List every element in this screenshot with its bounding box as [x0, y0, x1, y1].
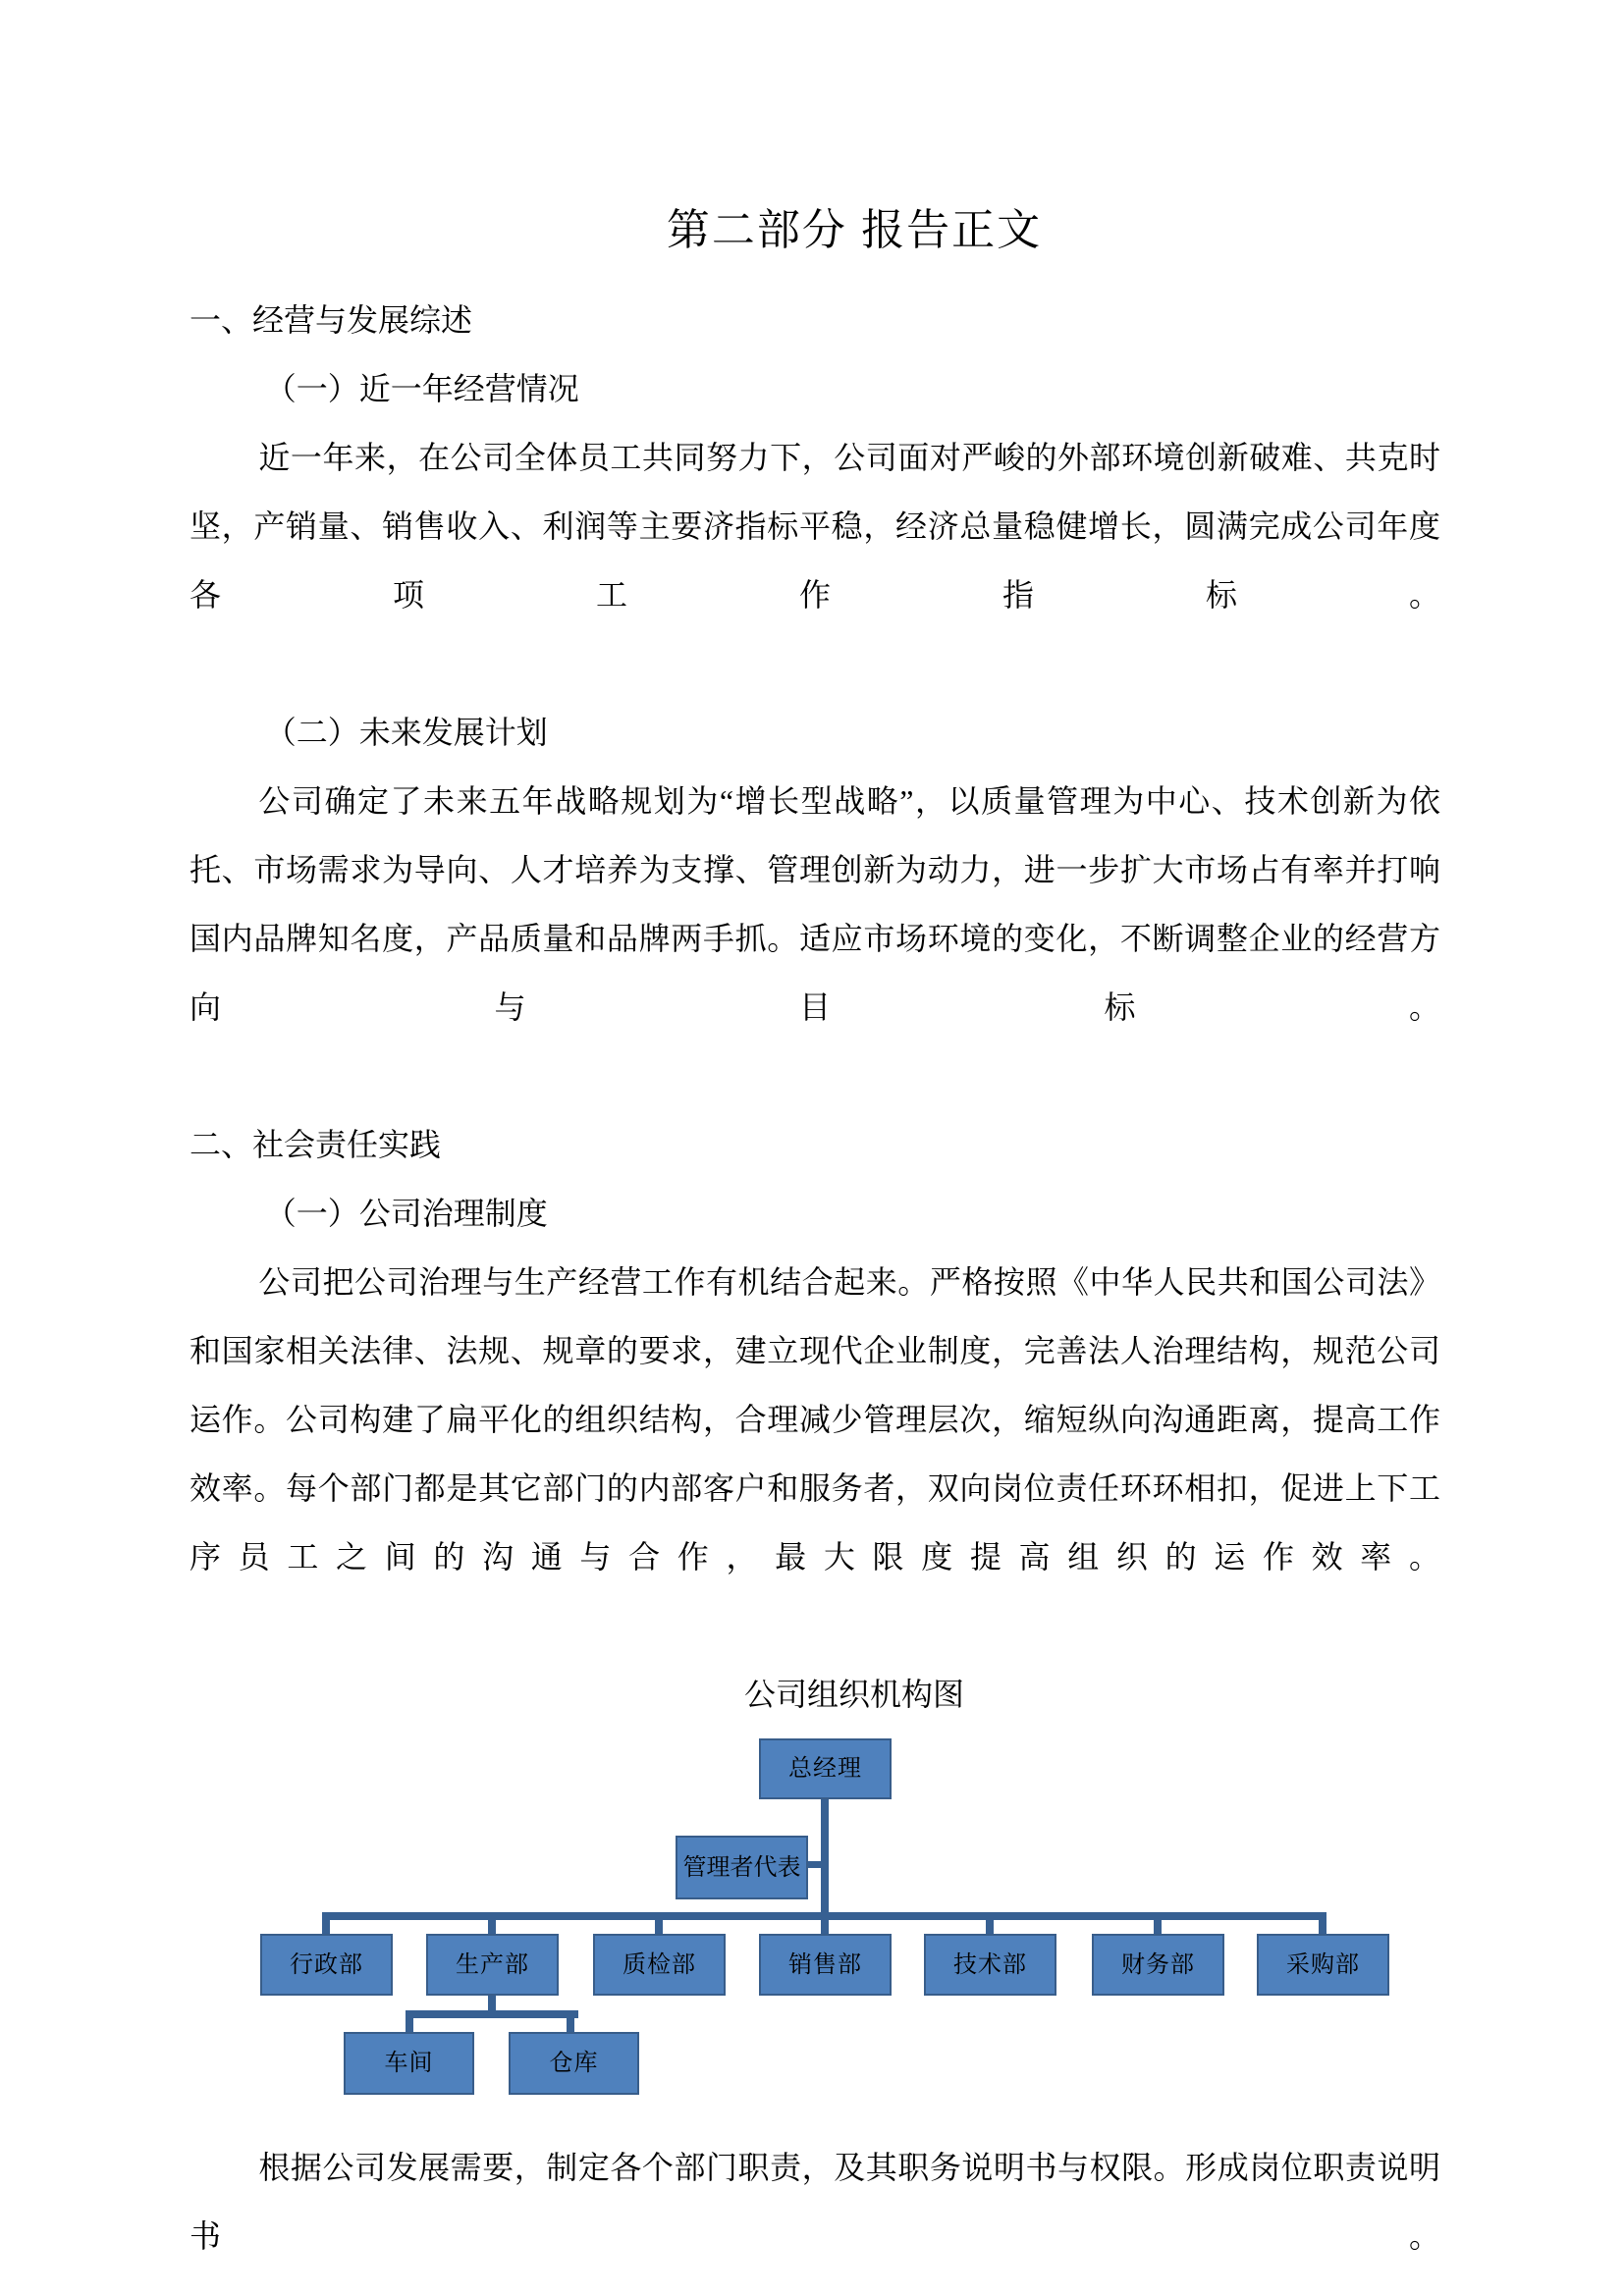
org-box-representative: 管理者代表 [676, 1836, 808, 1899]
org-box-warehouse: 仓库 [509, 2032, 639, 2095]
connector-drop-quality [655, 1918, 663, 1934]
org-chart-caption: 公司组织机构图 [743, 1677, 964, 1712]
org-box-technology-dept: 技术部 [924, 1934, 1056, 1996]
org-box-admin-dept: 行政部 [260, 1934, 393, 1996]
section1-heading: 一、经营与发展综述 [189, 302, 473, 338]
connector-drop-purchasing [1319, 1918, 1326, 1934]
connector-representative-stub [808, 1861, 821, 1868]
connector-drop-production [488, 1918, 496, 1934]
section1-paragraph2: 公司确定了未来五年战略规划为“增长型战略”，以质量管理为中心、技术创新为依托、市场需求为导向、人才培养为支撑、管理创新为动力，进一步扩大市场占有率并打响国内品牌知名度，产品质量和品牌两手抓。适应市场环境的变化，不断调整企业的经营方向与目标。 [189, 783, 1440, 1025]
section1-paragraph1: 近一年来，在公司全体员工共同努力下，公司面对严峻的外部环境创新破难、共克时坚，产销量、销售收入、利润等主要济指标平稳，经济总量稳健增长，圆满完成公司年度各项工作指标。 [189, 440, 1440, 613]
connector-drop-technology [986, 1918, 994, 1934]
document-body [189, 286, 1440, 2296]
section2-paragraph1: 公司把公司治理与生产经营工作有机结合起来。严格按照《中华人民共和国公司法》和国家相关法律、法规、规章的要求，建立现代企业制度，完善法人治理结构，规范公司运作。公司构建了扁平化的组织结构，合理减少管理层次，缩短纵向沟通距离，提高工作效率。每个部门都是其它部门的内部客户和服务者，双向岗位责任环环相扣，促进上下工序员工之间的沟通与合作，最大限度提高组织的运作效率。 [189, 1264, 1440, 1575]
connector-drop-sales [821, 1918, 829, 1934]
connector-drop-admin [322, 1918, 330, 1934]
connector-production-stub [488, 1996, 496, 2010]
org-box-general-manager: 总经理 [759, 1738, 892, 1799]
org-chart [0, 1731, 1624, 2102]
org-box-finance-dept: 财务部 [1092, 1934, 1224, 1996]
document-title: 第二部分 报告正文 [666, 206, 1043, 254]
org-box-workshop: 车间 [344, 2032, 474, 2095]
section1-sub1-heading: （一）近一年经营情况 [264, 371, 579, 406]
connector-sub-horizontal [406, 2010, 578, 2018]
section2-sub1-heading: （一）公司治理制度 [264, 1196, 548, 1231]
section2-paragraph2: 根据公司发展需要，制定各个部门职责，及其职务说明书与权限。形成岗位职责说明书。 [189, 2150, 1440, 2254]
connector-drop-finance [1154, 1918, 1162, 1934]
org-box-sales-dept: 销售部 [759, 1934, 892, 1996]
section1-sub2-heading: （二）未来发展计划 [264, 715, 548, 750]
org-box-quality-dept: 质检部 [593, 1934, 726, 1996]
org-box-production-dept: 生产部 [426, 1934, 559, 1996]
section2-heading: 二、社会责任实践 [189, 1127, 442, 1162]
org-box-purchasing-dept: 采购部 [1257, 1934, 1389, 1996]
